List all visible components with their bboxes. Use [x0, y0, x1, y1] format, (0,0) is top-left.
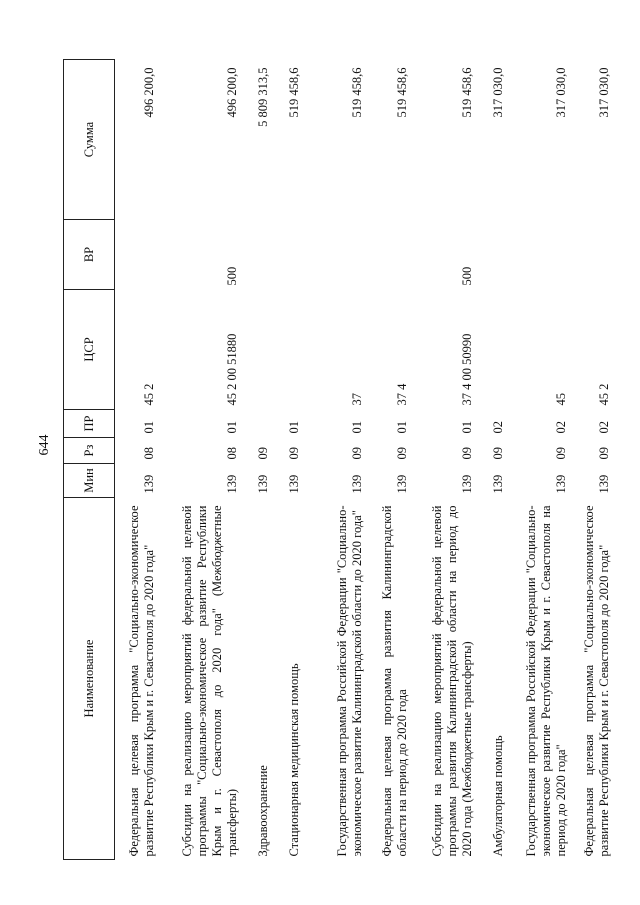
- cell-vr: [478, 220, 509, 290]
- cell-min: 139: [142, 474, 156, 494]
- cell-min: 139: [256, 474, 270, 494]
- cell-sum: 496 200,0: [142, 67, 156, 118]
- table-row: [160, 60, 243, 860]
- cell-vr: [274, 220, 305, 290]
- cell-name: Субсидии на реализацию мероприятий федеральной целевой программы "Социально-экономическое развитие Республики Крым и г. Севастополя до 2020 года" (Межбюджетные трансферты): [180, 505, 239, 857]
- cell-rz: 09: [597, 447, 611, 460]
- cell-pr: 02: [597, 421, 611, 434]
- header-pr: ПР: [64, 410, 115, 438]
- cell-csr: 45: [554, 393, 568, 406]
- cell-pr: 01: [225, 421, 239, 434]
- cell-sum: 317 030,0: [491, 67, 505, 118]
- cell-rz: 08: [142, 447, 156, 460]
- table-header-row: [64, 60, 115, 860]
- header-min: Мин: [64, 464, 115, 498]
- cell-vr: [243, 220, 274, 290]
- cell-vr: [572, 220, 615, 290]
- cell-pr: 02: [554, 421, 568, 434]
- cell-csr: [274, 290, 305, 410]
- cell-pr: 02: [491, 421, 505, 434]
- cell-sum: 519 458,6: [350, 67, 364, 118]
- table-row: [478, 60, 509, 860]
- cell-rz: 09: [460, 447, 474, 460]
- cell-vr: [305, 220, 368, 290]
- cell-vr: 500: [460, 266, 474, 286]
- cell-pr: 01: [350, 421, 364, 434]
- cell-name: Амбулаторная помощь: [491, 735, 505, 857]
- header-csr: ЦСР: [64, 290, 115, 410]
- table-row: [274, 60, 305, 860]
- cell-csr: 45 2: [142, 383, 156, 406]
- cell-pr: 01: [287, 421, 301, 434]
- cell-csr: [243, 290, 274, 410]
- cell-pr: [243, 410, 274, 438]
- cell-name: Стационарная медицинская помощь: [287, 663, 301, 857]
- header-sum: Сумма: [64, 60, 115, 220]
- header-vr: ВР: [64, 220, 115, 290]
- cell-rz: 09: [395, 447, 409, 460]
- table-row: [115, 60, 161, 860]
- table-row: [243, 60, 274, 860]
- cell-sum: 496 200,0: [225, 67, 239, 118]
- cell-csr: 45 2: [597, 383, 611, 406]
- cell-name: Государственная программа Российской Федерации "Социально-экономическое развитие Республики Крым и г. Севастополя на период до 2020 года": [524, 505, 568, 857]
- cell-min: 139: [491, 474, 505, 494]
- cell-rz: 09: [287, 447, 301, 460]
- header-rz: Рз: [64, 438, 115, 464]
- cell-csr: 37 4: [395, 383, 409, 406]
- cell-name: Федеральная целевая программа развития Калининградской области на период до 2020 года: [380, 505, 409, 857]
- cell-min: 139: [395, 474, 409, 494]
- cell-pr: 01: [142, 421, 156, 434]
- budget-table: [63, 59, 615, 860]
- table-row: [368, 60, 413, 860]
- cell-min: 139: [225, 474, 239, 494]
- page-number: 644: [37, 434, 52, 456]
- cell-name: Здравоохранение: [256, 765, 270, 857]
- cell-csr: 45 2 00 51880: [225, 333, 239, 406]
- cell-sum: 519 458,6: [460, 67, 474, 118]
- cell-pr: 01: [395, 421, 409, 434]
- cell-vr: 500: [225, 266, 239, 286]
- cell-min: 139: [597, 474, 611, 494]
- table-row: [509, 60, 572, 860]
- cell-min: 139: [460, 474, 474, 494]
- cell-min: 139: [287, 474, 301, 494]
- cell-name: Федеральная целевая программа "Социально-экономическое развитие Республики Крым и г. Севастополя до 2020 года": [582, 505, 611, 857]
- cell-vr: [509, 220, 572, 290]
- cell-vr: [368, 220, 413, 290]
- cell-vr: [115, 220, 161, 290]
- cell-sum: 317 030,0: [597, 67, 611, 118]
- cell-rz: 09: [256, 447, 270, 460]
- cell-rz: 09: [554, 447, 568, 460]
- cell-sum: 519 458,6: [287, 67, 301, 118]
- cell-sum: 519 458,6: [395, 67, 409, 118]
- cell-rz: 09: [350, 447, 364, 460]
- cell-name: Государственная программа Российской Федерации "Социально-экономическое развитие Калининградской области до 2020 года": [335, 505, 364, 857]
- cell-sum: 317 030,0: [554, 67, 568, 118]
- cell-sum: 5 809 313,5: [256, 67, 270, 127]
- header-name: Наименование: [64, 498, 115, 860]
- cell-csr: 37: [350, 393, 364, 406]
- cell-csr: 37 4 00 50990: [460, 333, 474, 406]
- cell-min: 139: [554, 474, 568, 494]
- cell-rz: 08: [225, 447, 239, 460]
- cell-rz: 09: [491, 447, 505, 460]
- cell-name: Субсидии на реализацию мероприятий федеральной целевой программы развития Калининградской области на период до 2020 года (Межбюджетные трансферты): [430, 505, 474, 857]
- budget-table-rotated: [63, 60, 611, 860]
- table-row: [305, 60, 368, 860]
- table-row: [413, 60, 478, 860]
- cell-name: Федеральная целевая программа "Социально-экономическое развитие Республики Крым и г. Севастополя до 2020 года": [127, 505, 156, 857]
- table-row: [572, 60, 615, 860]
- cell-pr: 01: [460, 421, 474, 434]
- cell-min: 139: [350, 474, 364, 494]
- cell-csr: [478, 290, 509, 410]
